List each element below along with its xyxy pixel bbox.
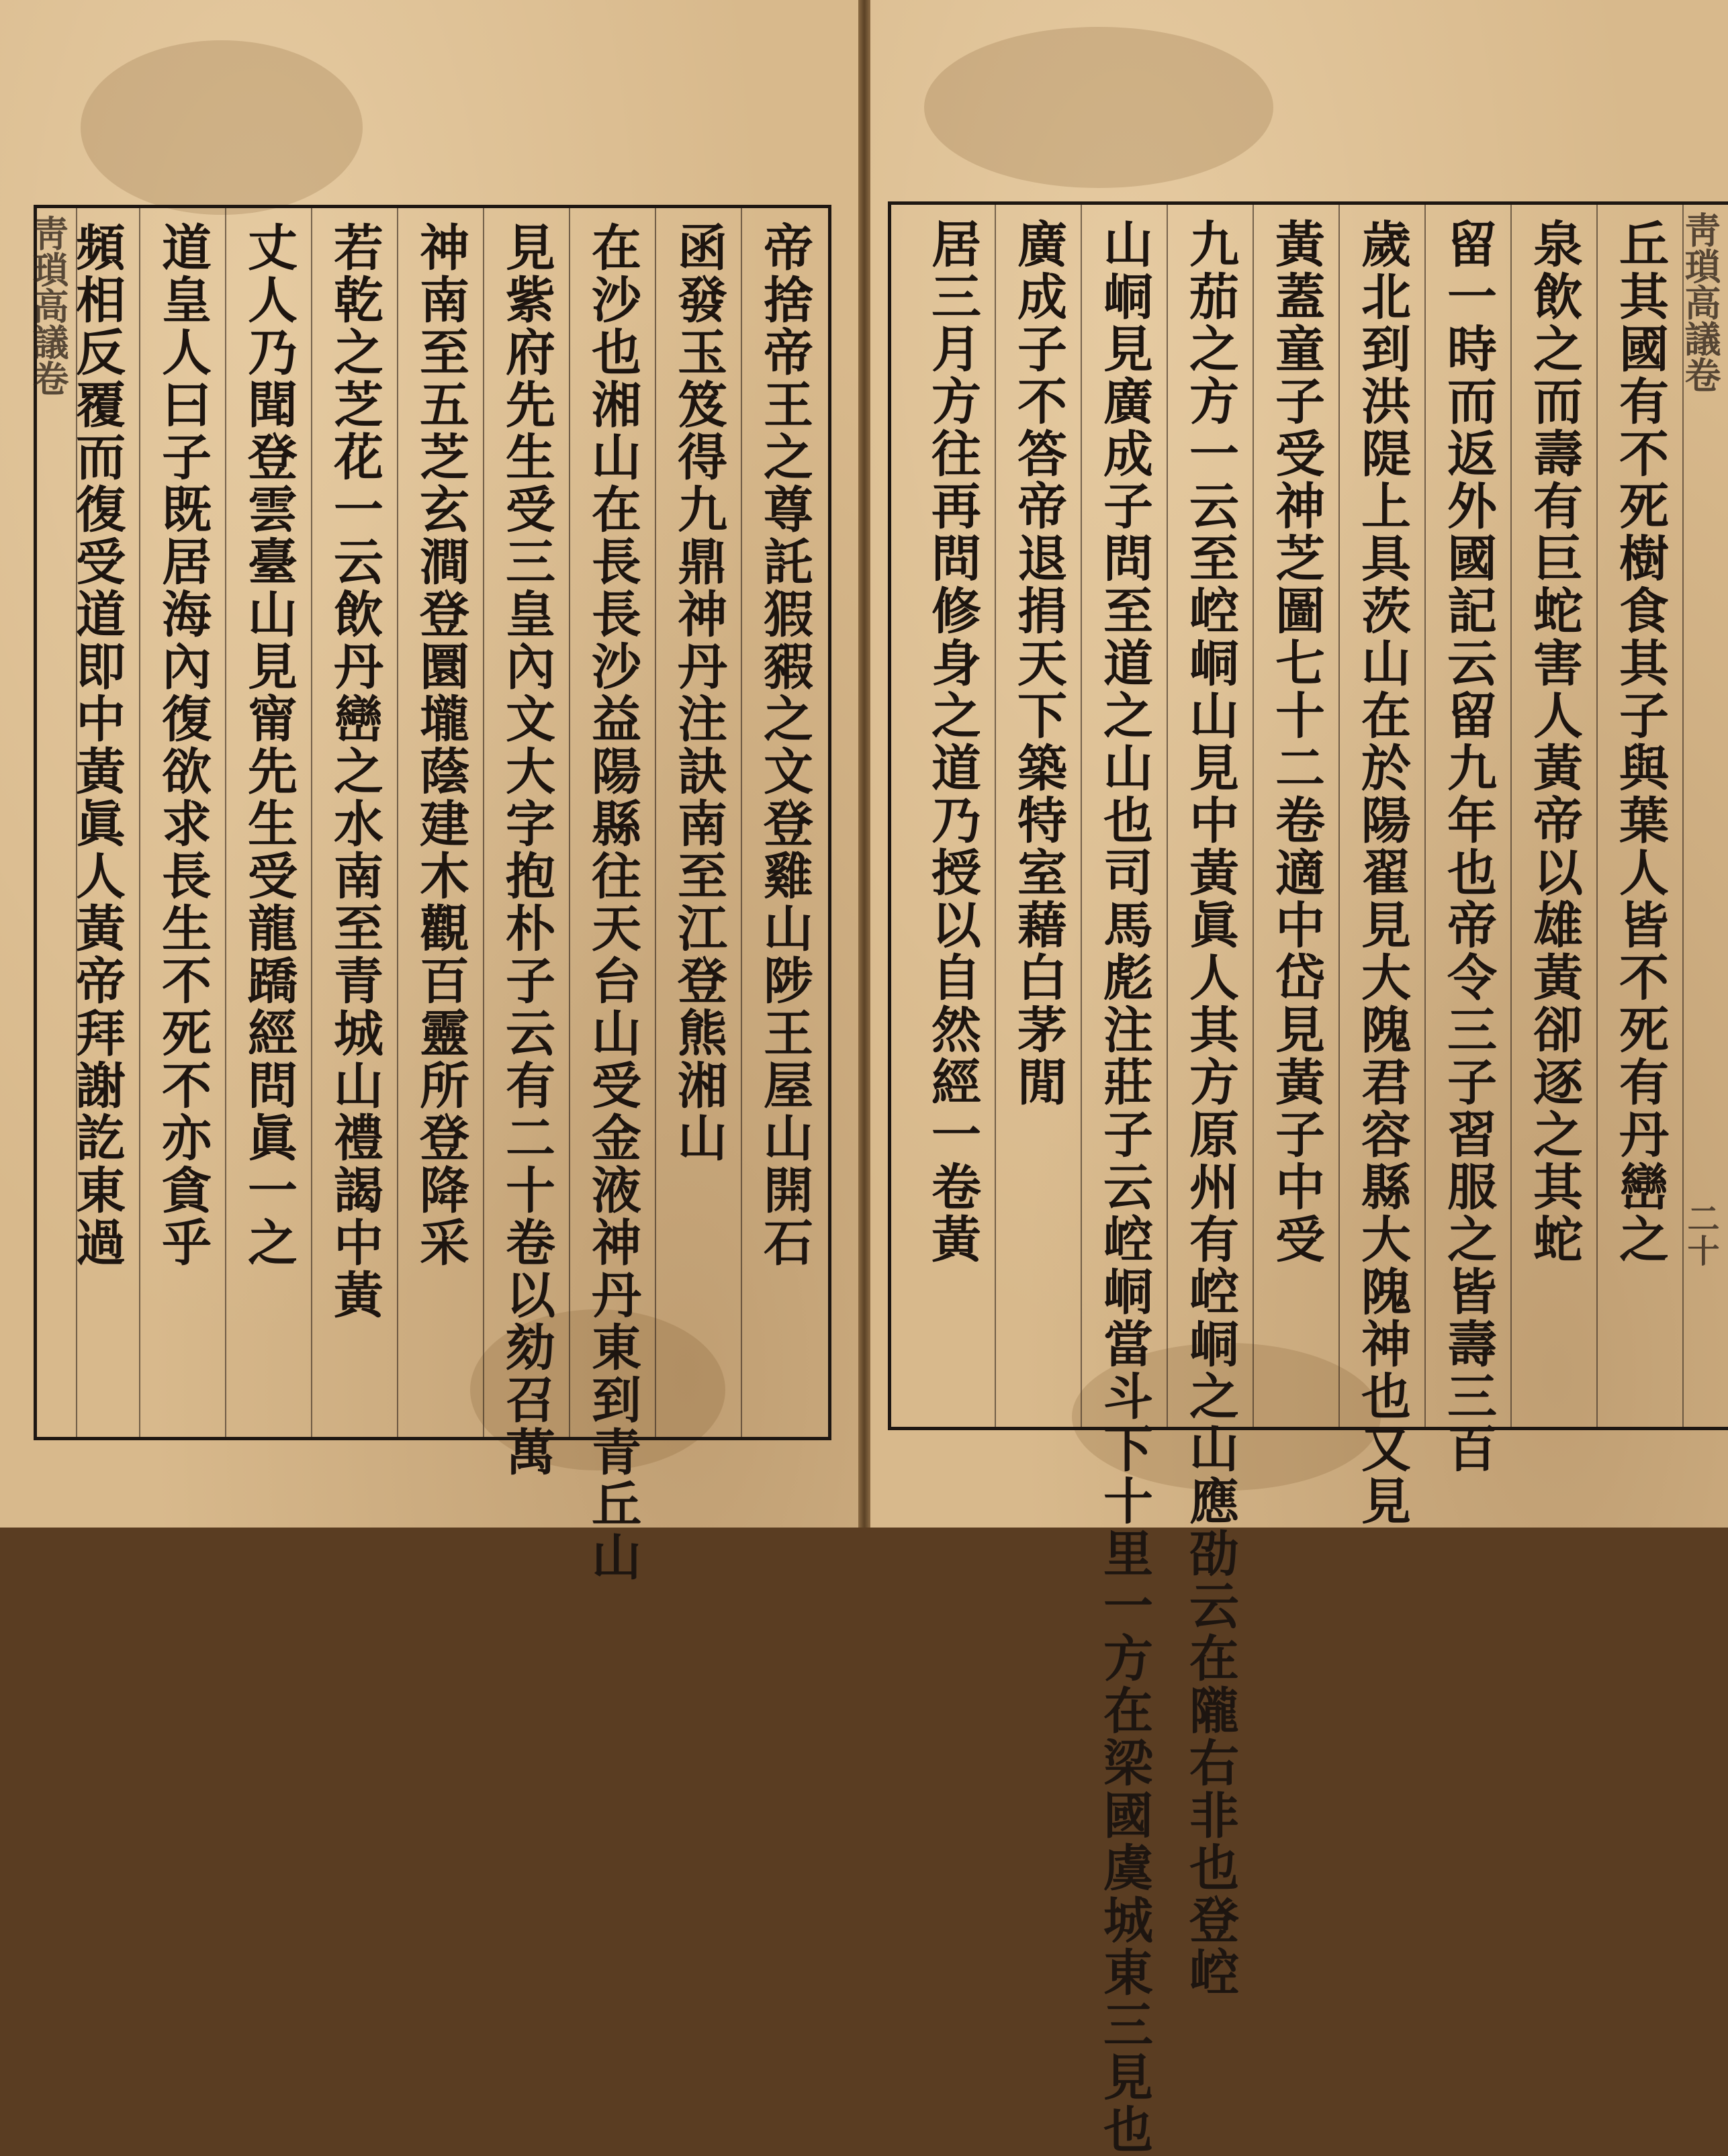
column-rule [311, 208, 312, 1437]
column-rule [1167, 205, 1168, 1427]
right-column-3: 留一時而返外國記云留九年也帝令三子習服之皆壽三百 [1439, 218, 1497, 1475]
right-text-frame [888, 201, 1728, 2156]
book-gutter [858, 0, 870, 1528]
column-rule [655, 208, 656, 1437]
left-column-8: 道皇人曰子既居海內復欲求長生不死不亦貪乎 [154, 222, 212, 1269]
left-spine-volume: 卷 [27, 360, 70, 396]
column-rule [1253, 205, 1254, 1427]
paper-stain [81, 40, 363, 215]
left-column-7: 丈人乃聞登雲臺山見甯先生受龍蹻經問眞一之 [240, 222, 298, 1269]
right-leaf-number: 二十 [1682, 1202, 1719, 1266]
right-column-7: 山峒見廣成子問至道之山也司馬彪注莊子云崆峒當斗下十里一方在梁國虞城東三見也 [1095, 218, 1153, 2156]
right-column-9: 居三月方往再問修身之道乃授以自然經一卷黃 [923, 218, 981, 1266]
column-rule [397, 208, 398, 1437]
left-spine-title: 靑瑣高議 [27, 215, 70, 360]
right-column-4: 歲北到洪隄上具茨山在於陽翟見大隗君容縣大隗神也又見 [1353, 218, 1411, 1528]
right-spine-title: 靑瑣高議 [1679, 212, 1722, 357]
column-rule [1510, 205, 1512, 1427]
right-spine-volume: 卷 [1679, 357, 1722, 393]
left-text-frame [27, 205, 831, 1583]
column-rule [741, 208, 742, 1437]
right-column-5: 黃蓋童子受神芝圖七十二卷適中岱見黃子中受 [1267, 218, 1325, 1266]
left-column-1: 帝捨帝王之尊託猳豭之文登雞山陟王屋山開石 [756, 222, 813, 1269]
column-rule [1081, 205, 1082, 1427]
column-rule [139, 208, 140, 1437]
column-rule [569, 208, 570, 1437]
column-rule [1596, 205, 1598, 1427]
left-column-6: 若乾之芝花一云飲丹巒之水南至青城山禮謁中黃 [326, 222, 383, 1321]
paper-stain [924, 27, 1273, 188]
right-column-6: 九茄之方一云至崆峒山見中黃眞人其方原州有崆峒之山應劭云在隴右非也登崆 [1181, 218, 1239, 1999]
left-page [0, 0, 858, 1583]
left-column-5: 神南至五芝玄澗登圜壠蔭建木觀百靈所登降采 [412, 222, 469, 1269]
right-column-8: 廣成子不答帝退捐天下築特室藉白茅閒 [1009, 218, 1067, 1109]
left-column-4: 見紫府先生受三皇內文大字抱朴子云有二十卷以劾召萬 [498, 222, 555, 1479]
left-column-3: 在沙也湘山在長長沙益陽縣往天台山受金液神丹東到青丘山 [584, 222, 641, 1583]
left-column-2: 函發玉笈得九鼎神丹注訣南至江登熊湘山 [670, 222, 727, 1164]
right-column-1: 丘其國有不死樹食其子與葉人皆不死有丹巒之 [1611, 218, 1669, 1266]
column-rule [1338, 205, 1340, 1427]
column-rule [995, 205, 996, 1427]
column-rule [483, 208, 484, 1437]
column-rule [225, 208, 226, 1437]
right-column-2: 泉飲之而壽有巨蛇害人黃帝以雄黃卻逐之其蛇 [1525, 218, 1583, 1266]
column-rule [1424, 205, 1426, 1427]
right-page [870, 0, 1728, 2156]
left-column-9: 頻相反覆而復受道即中黃眞人黃帝拜謝訖東過 [68, 222, 126, 1269]
